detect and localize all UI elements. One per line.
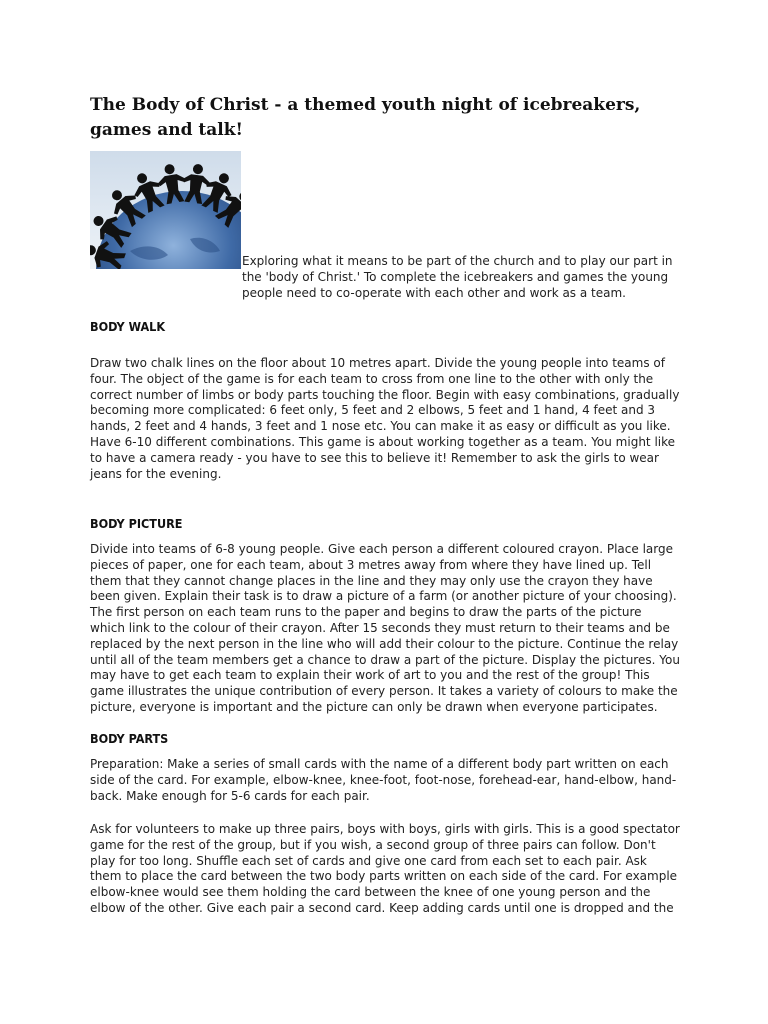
- document-title: The Body of Christ - a themed youth night of icebreakers, games and talk!: [90, 95, 641, 140]
- body-parts-instructions-paragraph: Ask for volunteers to make up three pairs, boys with boys, girls with girls. This is a good spectator game for the rest of the group, but if you wish, a second group of three pairs can follow. Don't play for too long. Shuffle each set of cards and give one card from each set to each pair. Ask them to place the card between the two body parts written on each side of the card. For example elbow-knee would see them holding the card between the knee of one young person and the elbow of the other. Give each pair a second card. Keep adding cards until one is dropped and the: [90, 822, 680, 915]
- paper-chain-globe-image: [90, 151, 241, 269]
- section-heading-body-walk: BODY WALK: [90, 319, 166, 334]
- section-heading-body-picture: BODY PICTURE: [90, 516, 183, 531]
- body-parts-preparation-paragraph: Preparation: Make a series of small cards with the name of a different body part written on each side of the card. For example, elbow-knee, knee-foot, foot-nose, forehead-ear, hand-elbow, hand-back. Make enough for 5-6 cards for each pair.: [90, 757, 677, 803]
- section-heading-body-parts: BODY PARTS: [90, 731, 169, 746]
- intro-paragraph: [90, 254, 680, 301]
- body-picture-paragraph: Divide into teams of 6-8 young people. Give each person a different coloured crayon. Place large pieces of paper, one for each team, about 3 metres away from where they have lined up. Tell them that they cannot change places in the line and they may only use the crayon they have been given. Explain their task is to draw a picture of a farm (or another picture of your choosing). The first person on each team runs to the paper and begins to draw the parts of the picture which link to the colour of their crayon. After 15 seconds they must return to their teams and be replaced by the next person in the line who will add their colour to the picture. Continue the relay until all of the team members get a chance to draw a part of the picture. Display the pictures. You may have to get each team to explain their work of art to you and the rest of the group! This game illustrates the unique contribution of every person. It takes a variety of colours to make the picture, everyone is important and the picture can only be drawn when everyone participates.: [90, 542, 680, 714]
- paper-chain-globe-illustration: [90, 151, 241, 269]
- body-walk-paragraph: Draw two chalk lines on the floor about 10 metres apart. Divide the young people into teams of four. The object of the game is for each team to cross from one line to the other with only the correct number of limbs or body parts touching the floor. Begin with easy combinations, gradually becoming more complicated: 6 feet only, 5 feet and 2 elbows, 5 feet and 1 hand, 4 feet and 3 hands, 2 feet and 4 hands, 3 feet and 1 nose etc. You can make it as easy or difficult as you like. Have 6-10 different combinations. This game is about working together as a team. You might like to have a camera ready - you have to see this to believe it! Remember to ask the girls to wear jeans for the evening.: [90, 356, 680, 481]
- intro-text: Exploring what it means to be part of the church and to play our part in the 'body of Christ.' To complete the icebreakers and games the young people need to co-operate with each other and work as a team.: [242, 254, 673, 300]
